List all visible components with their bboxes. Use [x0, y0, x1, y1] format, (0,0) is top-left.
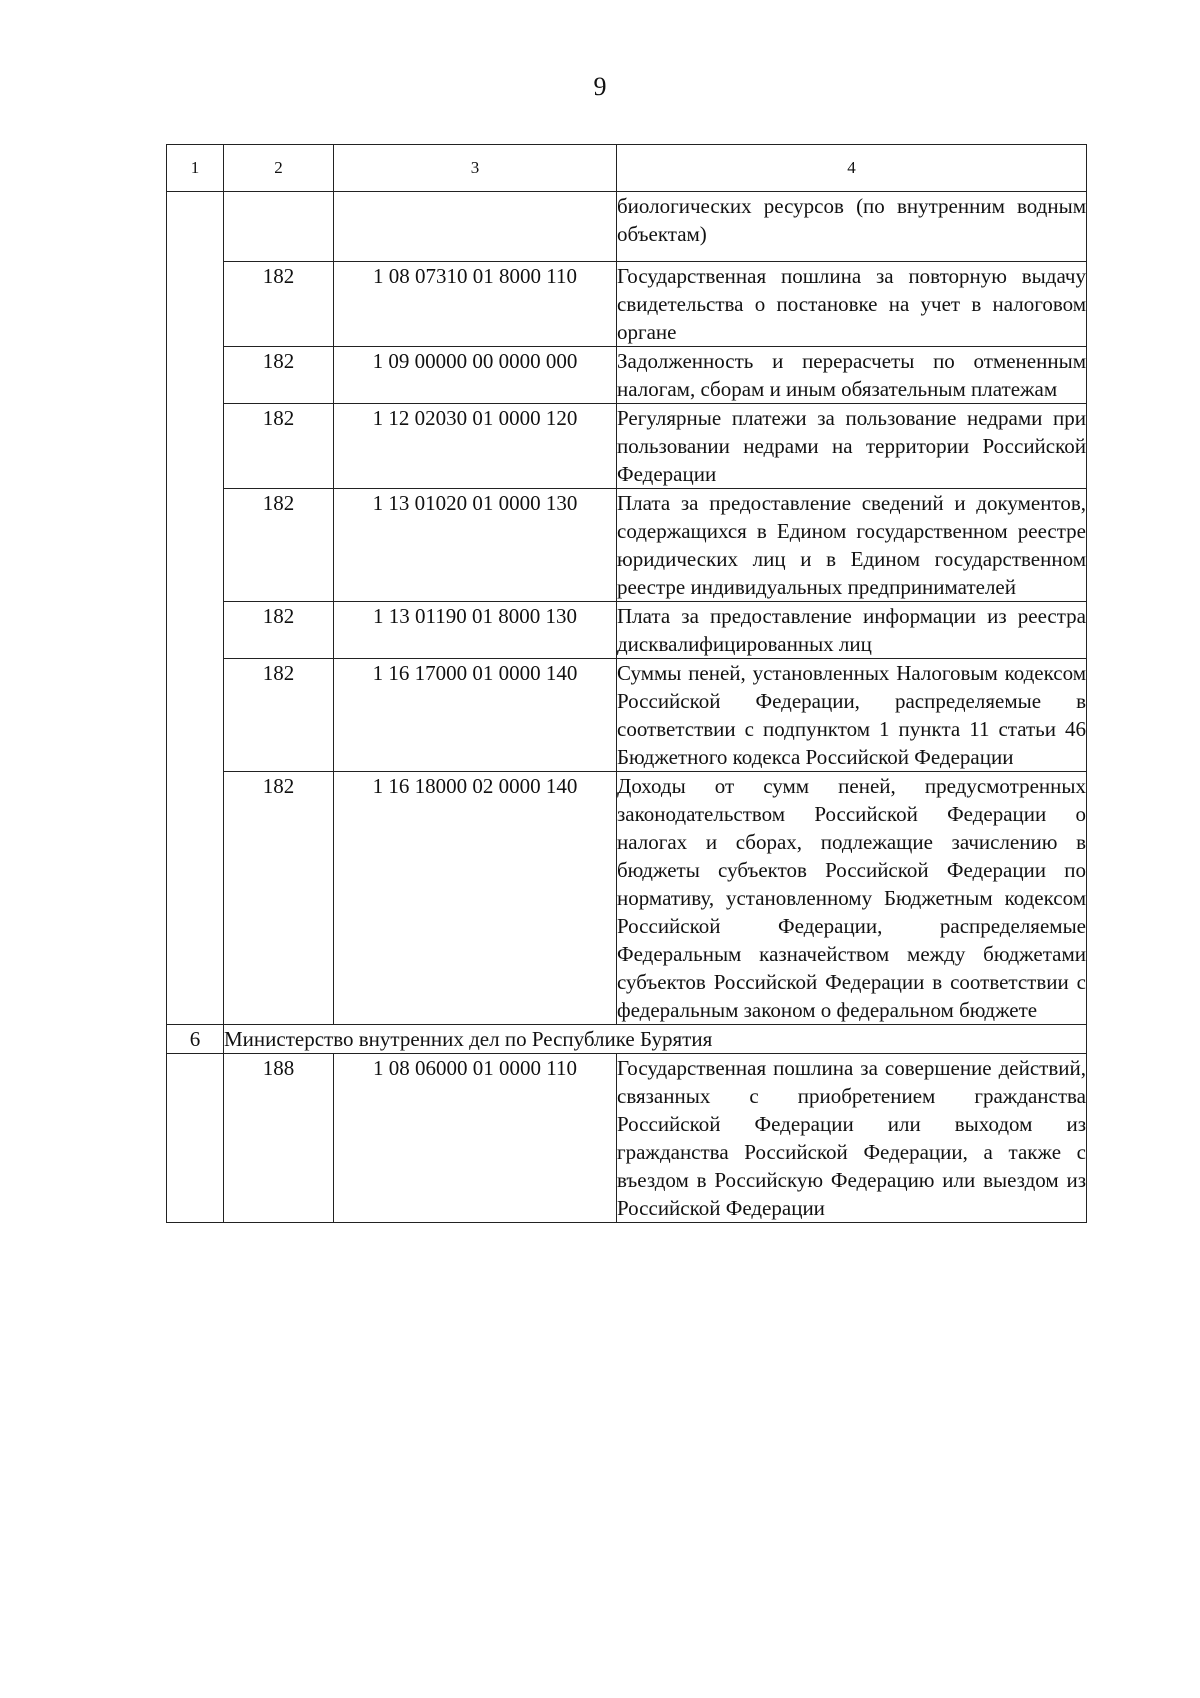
table-row	[167, 347, 1087, 404]
description-cell: Плата за предоставление сведений и документов, содержащихся в Едином государственном реестре юридических лиц и в Едином государственном реестре индивидуальных предпринимателей	[617, 489, 1087, 602]
column-header: 3	[334, 145, 617, 192]
budget-code-cell: 1 16 17000 01 0000 140	[334, 659, 617, 772]
budget-code-cell: 1 09 00000 00 0000 000	[334, 347, 617, 404]
section-number: 6	[167, 1025, 224, 1054]
admin-code-cell: 182	[224, 404, 334, 489]
admin-code-cell	[224, 192, 334, 262]
budget-code-cell: 1 13 01020 01 0000 130	[334, 489, 617, 602]
budget-code-cell: 1 08 07310 01 8000 110	[334, 262, 617, 347]
column-header: 2	[224, 145, 334, 192]
table-row	[167, 489, 1087, 602]
budget-code-cell: 1 12 02030 01 0000 120	[334, 404, 617, 489]
description-cell: Регулярные платежи за пользование недрами при пользовании недрами на территории Российской Федерации	[617, 404, 1087, 489]
table-header-row	[167, 145, 1087, 192]
description-cell: Доходы от сумм пеней, предусмотренных законодательством Российской Федерации о налогах и сборах, подлежащие зачислению в бюджеты субъектов Российской Федерации по нормативу, установленному Бюджетным кодексом Российской Федерации, распределяемые Федеральным казначейством между бюджетами субъектов Российской Федерации в соответствии с федеральным законом о федеральном бюджете	[617, 772, 1087, 1025]
budget-code-cell: 1 16 18000 02 0000 140	[334, 772, 617, 1025]
description-cell: Суммы пеней, установленных Налоговым кодексом Российской Федерации, распределяемые в соответствии с подпунктом 1 пункта 11 статьи 46 Бюджетного кодекса Российской Федерации	[617, 659, 1087, 772]
admin-code-cell: 182	[224, 262, 334, 347]
budget-code-cell: 1 08 06000 01 0000 110	[334, 1054, 617, 1223]
section-heading-row	[167, 1025, 1087, 1054]
description-cell: Плата за предоставление информации из реестра дисквалифицированных лиц	[617, 602, 1087, 659]
table-row	[167, 659, 1087, 772]
description-cell: Государственная пошлина за повторную выдачу свидетельства о постановке на учет в налоговом органе	[617, 262, 1087, 347]
column-header: 4	[617, 145, 1087, 192]
budget-code-cell	[334, 192, 617, 262]
admin-code-cell: 182	[224, 489, 334, 602]
section-number-cell	[167, 1054, 224, 1223]
budget-code-cell: 1 13 01190 01 8000 130	[334, 602, 617, 659]
description-cell: Государственная пошлина за совершение действий, связанных с приобретением гражданства Российской Федерации или выходом из гражданства Российской Федерации, а также с въездом в Российскую Федерацию или выездом из Российской Федерации	[617, 1054, 1087, 1223]
table-row	[167, 404, 1087, 489]
description-cell: биологических ресурсов (по внутренним водным объектам)	[617, 192, 1087, 262]
column-header: 1	[167, 145, 224, 192]
section-title: Министерство внутренних дел по Республике Бурятия	[224, 1025, 1087, 1054]
table-row	[167, 772, 1087, 1025]
section-number-cell	[167, 192, 224, 1025]
description-cell: Задолженность и перерасчеты по отмененным налогам, сборам и иным обязательным платежам	[617, 347, 1087, 404]
revenue-codes-table	[166, 144, 1087, 1223]
table-row	[167, 262, 1087, 347]
admin-code-cell: 188	[224, 1054, 334, 1223]
admin-code-cell: 182	[224, 659, 334, 772]
admin-code-cell: 182	[224, 347, 334, 404]
admin-code-cell: 182	[224, 772, 334, 1025]
page-number: 9	[593, 72, 607, 101]
table-row	[167, 192, 1087, 262]
admin-code-cell: 182	[224, 602, 334, 659]
table-row	[167, 1054, 1087, 1223]
table-row	[167, 602, 1087, 659]
